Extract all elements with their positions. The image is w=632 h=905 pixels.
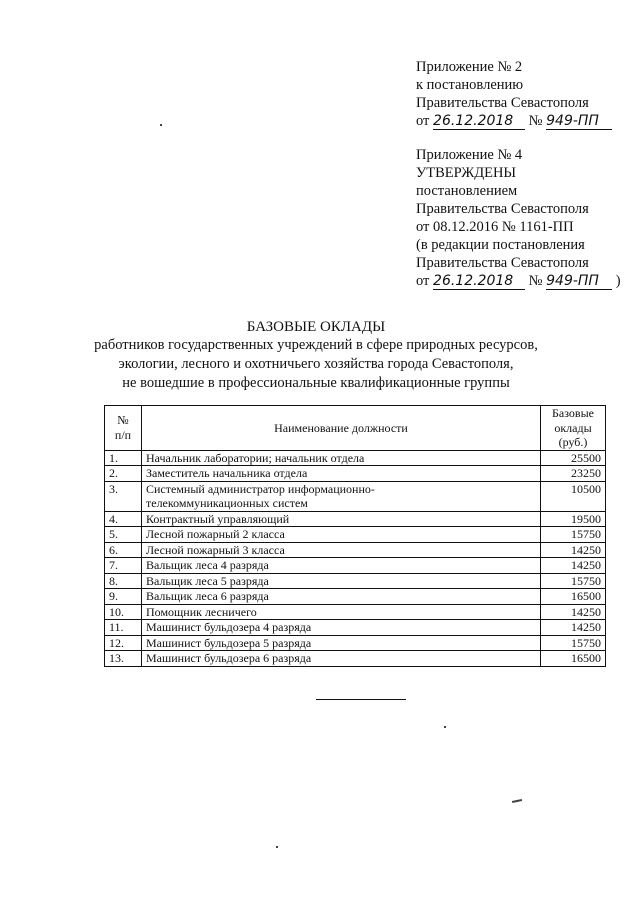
table-row — [105, 573, 606, 589]
annex-4-title: Приложение № 4 — [416, 147, 523, 163]
annex-4-date-line — [416, 272, 621, 290]
row-number: 8. — [105, 573, 142, 589]
row-number: 4. — [105, 511, 142, 527]
table-row — [105, 511, 606, 527]
annex-4-line: (в редакции постановления — [416, 237, 585, 253]
handwritten-number: 949-ПП — [546, 274, 612, 290]
salary-value: 14250 — [541, 542, 606, 558]
scan-speck — [160, 124, 162, 126]
annex-4-line: постановлением — [416, 183, 518, 199]
header-salary-line: Базовые — [552, 406, 594, 420]
salary-value: 14250 — [541, 604, 606, 620]
position-name: Лесной пожарный 2 класса — [142, 527, 541, 543]
title-subline: не вошедшие в профессиональные квалификационные группы — [122, 375, 510, 391]
salary-value: 15750 — [541, 527, 606, 543]
position-name: Машинист бульдозера 6 разряда — [142, 651, 541, 667]
salary-value: 16500 — [541, 651, 606, 667]
position-name-line: телекоммуникационных систем — [146, 496, 308, 510]
handwritten-number: 949-ПП — [546, 114, 612, 130]
table-row — [105, 635, 606, 651]
table-row — [105, 527, 606, 543]
header-position-name: Наименование должности — [142, 406, 541, 451]
position-name: Вальщик леса 6 разряда — [142, 589, 541, 605]
salary-value: 23250 — [541, 466, 606, 482]
row-number: 11. — [105, 620, 142, 636]
salary-value: 10500 — [541, 481, 606, 511]
table-header-row — [105, 406, 606, 451]
date-prefix: от — [416, 113, 430, 129]
row-number: 12. — [105, 635, 142, 651]
handwritten-date: 26.12.2018 — [433, 114, 525, 130]
annex-4-line: Правительства Севастополя — [416, 201, 589, 217]
table-row — [105, 558, 606, 574]
annex-2-title: Приложение № 2 — [416, 59, 523, 75]
table-row — [105, 481, 606, 511]
handwritten-date: 26.12.2018 — [433, 274, 525, 290]
header-salary-line: оклады — [554, 420, 592, 435]
table-row — [105, 651, 606, 667]
header-salary-unit: (руб.) — [558, 435, 588, 449]
salary-value: 25500 — [541, 450, 606, 466]
position-name: Машинист бульдозера 4 разряда — [142, 620, 541, 636]
closing-parenthesis: ) — [615, 273, 621, 289]
salary-value: 14250 — [541, 620, 606, 636]
annex-2-line: Правительства Севастополя — [416, 95, 589, 111]
position-name: Лесной пожарный 3 класса — [142, 542, 541, 558]
scan-speck — [512, 799, 522, 803]
document-title — [0, 318, 632, 393]
salary-table — [104, 405, 606, 667]
table-row — [105, 589, 606, 605]
table-row — [105, 466, 606, 482]
row-number: 6. — [105, 542, 142, 558]
end-divider — [316, 699, 406, 700]
row-number: 13. — [105, 651, 142, 667]
title-heading: БАЗОВЫЕ ОКЛАДЫ — [246, 319, 386, 335]
annex-2-line: к постановлению — [416, 77, 524, 93]
row-number: 7. — [105, 558, 142, 574]
salary-value: 16500 — [541, 589, 606, 605]
row-number: 1. — [105, 450, 142, 466]
row-number: 5. — [105, 527, 142, 543]
position-name: Вальщик леса 4 разряда — [142, 558, 541, 574]
position-name-line: Системный администратор информационно- — [146, 481, 375, 496]
row-number: 9. — [105, 589, 142, 605]
salary-value: 15750 — [541, 573, 606, 589]
position-name — [142, 481, 541, 511]
annex-4-line: от 08.12.2016 № 1161-ПП — [416, 219, 574, 235]
header-number-symbol: № — [117, 413, 129, 428]
row-number: 2. — [105, 466, 142, 482]
annex-4-header — [416, 146, 621, 290]
table-row — [105, 604, 606, 620]
title-subline: экологии, лесного и охотничьего хозяйства города Севастополя, — [118, 356, 514, 372]
position-name: Заместитель начальника отдела — [142, 466, 541, 482]
header-number — [105, 406, 142, 451]
row-number: 10. — [105, 604, 142, 620]
table-row — [105, 542, 606, 558]
header-base-salary — [541, 406, 606, 451]
date-prefix: от — [416, 273, 430, 289]
position-name: Начальник лаборатории; начальник отдела — [142, 450, 541, 466]
salary-value: 19500 — [541, 511, 606, 527]
table-row — [105, 450, 606, 466]
header-number-abbr: п/п — [114, 427, 132, 442]
scan-speck — [276, 846, 278, 848]
position-name: Машинист бульдозера 5 разряда — [142, 635, 541, 651]
position-name: Контрактный управляющий — [142, 511, 541, 527]
salary-value: 15750 — [541, 635, 606, 651]
annex-2-date-line — [416, 112, 612, 130]
table-row — [105, 620, 606, 636]
number-prefix: № — [528, 273, 543, 289]
annex-4-line: Правительства Севастополя — [416, 255, 589, 271]
position-name: Помощник лесничего — [142, 604, 541, 620]
approved-label: УТВЕРЖДЕНЫ — [416, 165, 517, 181]
position-name: Вальщик леса 5 разряда — [142, 573, 541, 589]
scan-speck — [444, 726, 446, 728]
salary-value: 14250 — [541, 558, 606, 574]
row-number: 3. — [105, 481, 142, 511]
number-prefix: № — [528, 113, 543, 129]
title-subline: работников государственных учреждений в сфере природных ресурсов, — [94, 337, 538, 353]
annex-2-header — [416, 58, 612, 130]
